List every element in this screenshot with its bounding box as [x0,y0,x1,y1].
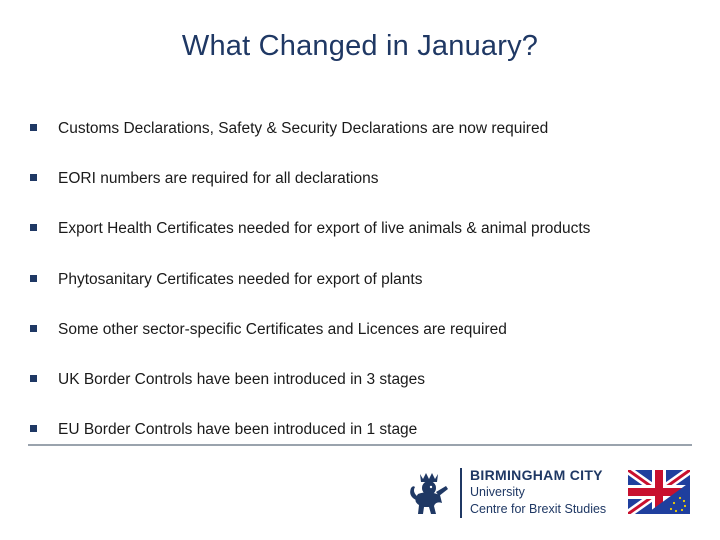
bullet-text: Export Health Certificates needed for export of live animals & animal products [58,220,591,238]
bullet-text: Customs Declarations, Safety & Security Declarations are now required [58,120,549,137]
bullet-item [30,367,700,417]
bullet-text: EU Border Controls have been introduced in 1 stage [58,421,418,439]
bullet-text: EORI numbers are required for all declarations [58,170,379,188]
logo-line-3: Centre for Brexit Studies [470,501,607,516]
university-name [470,468,606,515]
square-bullet-icon [30,425,37,432]
bullet-item [30,216,700,266]
square-bullet-icon [30,275,37,282]
bullet-item [30,417,700,467]
logo-line-1: BIRMINGHAM CITY [470,467,603,483]
bullet-item [30,267,700,317]
uk-eu-flag-icon [628,470,690,514]
bullet-item [30,166,700,216]
square-bullet-icon [30,375,37,382]
square-bullet-icon [30,124,37,131]
footer-divider [28,444,692,446]
square-bullet-icon [30,174,37,181]
bullet-item [30,317,700,367]
square-bullet-icon [30,325,37,332]
bullet-text: UK Border Controls have been introduced in 3 stages [58,370,426,388]
bullet-text: Some other sector-specific Certificates and Licences are required [58,320,507,338]
university-logo [406,466,696,522]
lion-crest-icon [406,470,452,516]
bullet-text: Phytosanitary Certificates needed for export of plants [58,270,423,288]
logo-divider [460,468,462,518]
square-bullet-icon [30,224,37,231]
logo-line-2: University [470,485,525,499]
slide-title: What Changed in January? [181,30,539,62]
bullet-item [30,116,700,166]
bullet-list [30,116,700,467]
